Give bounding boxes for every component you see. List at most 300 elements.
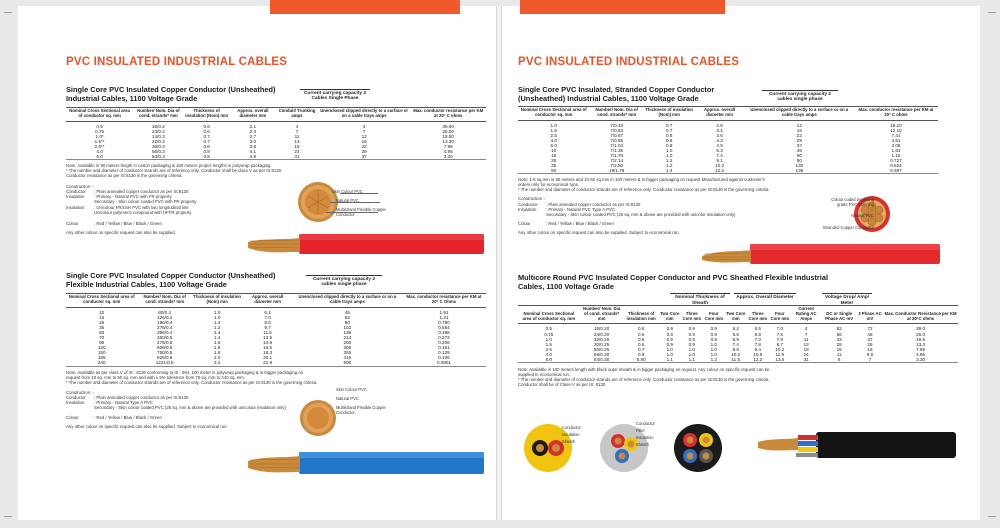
table-cell: 0.5 [545, 326, 552, 332]
top-tab-right [520, 0, 725, 14]
callout-label: Conductor [562, 425, 581, 430]
column-header: Conduit/ Trunking amps [276, 108, 318, 121]
table-cell: 4.9 [716, 142, 723, 148]
table-cell: 1.21 [439, 314, 449, 320]
stranded-red-cable-image [692, 192, 942, 272]
table-cell: 2.0 [213, 355, 221, 361]
table-cell: 0.7 [203, 138, 210, 144]
table-cell: 26.0 [916, 331, 926, 337]
table-cell: 7 [868, 356, 872, 362]
table-cell: 11.5 [263, 329, 272, 335]
table-cell: 1.5** [94, 138, 105, 144]
table-cell: 1.0 [688, 346, 695, 352]
table-cell: 35 [551, 163, 557, 169]
column-header: Number/ Nom. Dia of cond. strands* mm [589, 107, 644, 120]
table-cell: 608/0.5 [157, 345, 173, 351]
table-cell: 10.3 [715, 163, 725, 169]
table-cell: 7/0.53 [610, 127, 624, 133]
callout-label: Insulation [562, 432, 580, 437]
table-body [518, 324, 958, 363]
table-cell: 7.8 [754, 341, 761, 347]
column-header: Unenclosed clipped directly to a surface or on a cable trays amps [745, 107, 854, 120]
table-cell: 0.106 [438, 355, 450, 361]
notes-block [518, 367, 958, 387]
table-header-row [518, 107, 938, 120]
table-cell: 500 [343, 360, 352, 366]
table-cell: 25 [99, 319, 105, 325]
table-cell: 50 [551, 168, 557, 174]
section-title: Multicore Round PVC Insulated Copper Conductor and PVC Sheathed Flexible Industrial Cables, 1100 Voltage Grade [518, 273, 829, 291]
table-cell: 29 [836, 341, 842, 347]
note-line: * The number and diameter of conductor strands are of reference only. Conductor resistance as per IS:8130 is the governing criteria. [518, 377, 770, 383]
table-cell: 0.9 [710, 336, 717, 342]
table-cell: 16/0.20 [593, 326, 610, 332]
table-cell: 7.0 [264, 314, 271, 320]
table-cell: 1.2 [665, 163, 673, 169]
table-cell: 14/0.3 [151, 133, 165, 139]
table-cell: 475/0.5 [157, 340, 173, 346]
table-row [518, 120, 938, 128]
table-cell: 1.0 [710, 351, 717, 357]
table-cell: 43 [836, 336, 842, 342]
table-cell: 1.0 [665, 147, 673, 153]
column-header: Two Core mm [725, 306, 747, 324]
table-cell: 56 [836, 331, 842, 337]
colour-label: Colour [518, 220, 531, 226]
table-cell: 16 [867, 346, 873, 352]
table-cell: 7.0 [776, 326, 783, 332]
table-cell: 1.8 [213, 350, 221, 356]
table-cell: 13.5 [263, 334, 273, 340]
table-cell: 6.9 [732, 336, 739, 342]
colour-note: Any other colour on specific request can also be supplied. Subject to economical run. [518, 229, 680, 235]
table-cell: 0.8 [665, 132, 673, 138]
table-cell: 0.161 [438, 345, 450, 351]
column-header: Approx. overall diameter mm [230, 108, 276, 121]
table-cell: 1.0 [665, 153, 673, 159]
table-cell: 8 [837, 356, 841, 362]
column-header: Thickness of insulation mm [624, 306, 659, 324]
table-cell: 0.9 [688, 341, 695, 347]
table-cell: 16 [361, 138, 367, 144]
table-cell: 4.0 [545, 351, 552, 357]
callout-label: Natural PVC [336, 198, 359, 203]
table-cell: 83 [836, 326, 842, 332]
column-header: Max. conductor resistance per KM at 20° C ohms [410, 108, 486, 121]
table-cell: 18 [803, 346, 809, 352]
table-cell: 20.1 [263, 355, 273, 361]
callout-label: Stranded Copper Conductor [822, 225, 874, 230]
column-header: Three Core mm [681, 306, 703, 324]
column-header: Four Core mm [769, 306, 791, 324]
construction-label: Insulation [66, 399, 85, 405]
construction-label: Insulation [66, 194, 85, 200]
colour-value: : Red / Yellow / Blue / Black / Green [546, 220, 614, 226]
table-cell: 260 [343, 340, 352, 346]
table-cell: 10.9 [753, 351, 763, 357]
group-heading: Approx. Overall Diameter [734, 293, 796, 300]
crop-mark [988, 516, 996, 517]
table-cell: 22 [361, 143, 367, 149]
table-cell: 1.6 [213, 340, 221, 346]
callout-label: Skin Colour PVC [336, 387, 367, 392]
page-title: PVC INSULATED INDUSTRIAL CABLES [518, 56, 740, 68]
table-cell: 60 [796, 153, 802, 159]
table-cell: 11.9 [775, 351, 785, 357]
table-cell: 84/0.30 [593, 356, 610, 362]
table-cell: 3.6 [716, 132, 723, 138]
spec-table [518, 106, 938, 174]
note-line: supplied in economical run. [518, 372, 571, 378]
table-cell: 90 [796, 158, 802, 164]
column-header: Nominal Cross Sectional area of conductor sq. mm [518, 107, 589, 120]
table-cell: 11 [836, 351, 842, 357]
table-cell: 2.2 [213, 360, 221, 366]
table-cell: 16/0.2 [151, 123, 165, 129]
table-cell: 6.6 [732, 331, 739, 337]
table-cell: 11.5 [731, 356, 741, 362]
table-cell: 19/1.78 [609, 168, 625, 174]
table-cell: 80 [344, 319, 350, 325]
table-cell: 138 [343, 329, 352, 335]
table-cell: 24/0.20 [593, 331, 610, 337]
note-line: * The number and diameter of conductor strands are of reference only. Conductor shall be class V as per IS:8130. [66, 168, 283, 174]
table-cell: 0.6 [637, 341, 645, 347]
table-cell: 6.9 [754, 331, 761, 337]
table-cell: 12.2 [715, 168, 725, 174]
table-cell: 3.08 [891, 142, 901, 148]
table-cell: 3.30 [443, 154, 453, 160]
table-cell: 31 [803, 356, 809, 362]
table-cell: 7.98 [916, 346, 926, 352]
column-header: Four Core mm [703, 306, 725, 324]
table-cell: 10 [551, 147, 557, 153]
table-cell: 0.6 [637, 336, 645, 342]
table-cell: 3.0 [249, 138, 257, 144]
table-cell: 1.4 [213, 329, 221, 335]
table-cell: 214 [343, 334, 352, 340]
table-cell: 3.8 [249, 143, 257, 149]
top-tab-left [270, 0, 460, 14]
table-cell: 30/0.25 [593, 341, 610, 347]
table-cell: 0.8 [203, 148, 210, 154]
table-cell: 18 [836, 346, 842, 352]
table-cell: 2.5** [94, 143, 105, 149]
table-header-row [66, 108, 486, 121]
table-cell: 24 [803, 351, 809, 357]
table-cell: 84/0.3 [151, 154, 165, 160]
construction-text: : Plain annealed copper conductor as per IS:8130 [546, 201, 641, 207]
table-cell: 25 [551, 158, 557, 164]
table-cell: 9.1 [716, 158, 723, 164]
table-cell: 0.780 [438, 319, 450, 325]
table-cell: 305 [343, 345, 352, 351]
table-cell: 7.3 [754, 336, 761, 342]
table-cell: 1.0 [213, 314, 221, 320]
table-cell: 13 [294, 138, 300, 144]
table-cell: 120 [97, 345, 106, 351]
callout-label: Natural PVC [336, 396, 359, 401]
table-cell: 9.7 [264, 324, 271, 330]
crop-mark [4, 12, 12, 13]
table-cell: 0.129 [438, 350, 450, 356]
column-header: Max. Conductor Resistance per KM at 20°C ohms [883, 306, 958, 324]
current-capacity-heading: Current carrying capacity 2 cables single phase [762, 90, 838, 103]
table-cell: 39.00 [442, 123, 454, 129]
table-cell: 16.6 [263, 345, 273, 351]
notes-block [518, 177, 818, 192]
construction-text: : Plain annealed copper conductor as per IS:8130 [94, 394, 189, 400]
column-header: Thickness of insulation (Nom) mm [184, 108, 230, 121]
note-line: Conductor resistance as per IS:8130 is the governing criteria. [66, 173, 183, 179]
column-header: Unenclosed clipped directly to a surface or on a cable trays amps [293, 294, 402, 307]
table-cell: 1221/0.5 [155, 360, 174, 366]
table-cell: 0.6 [637, 326, 645, 332]
table-cell: 2.5 [550, 132, 557, 138]
section-multicore-sheathed [518, 274, 958, 387]
table-cell: 7 [804, 331, 808, 337]
callout-label: Natural PVC [851, 213, 874, 218]
table-cell: 80/0.4 [158, 309, 172, 315]
table-cell: 1.2 [213, 319, 221, 325]
table-cell: 0.387 [890, 168, 902, 174]
table-header-row [66, 294, 486, 307]
table-cell: 56/0.3 [151, 148, 165, 154]
table-cell: 130 [795, 163, 804, 169]
table-cell: 10.2 [731, 351, 741, 357]
table-cell: 50 [99, 329, 105, 335]
table-cell: 8.6 [732, 346, 739, 352]
table-cell: 1.0 [710, 341, 717, 347]
table-row [66, 360, 486, 366]
table-cell: 6.2 [732, 326, 739, 332]
construction-text: : Primary - Natural PVC Type A PVC [546, 206, 615, 212]
table-cell: 13 [803, 341, 809, 347]
table-cell: 1.2 [665, 158, 673, 164]
table-cell: 4.95 [916, 351, 926, 357]
table-cell: 32/0.20 [593, 336, 610, 342]
note-line: Note: Available as per class V of IS : 8130 conforming to IS : 694. 100 meter in polywrap packaging & in bigger packaging on [66, 369, 304, 375]
table-cell: 37 [361, 154, 367, 160]
table-cell: 7.9 [776, 336, 783, 342]
table-cell: 31 [294, 154, 300, 160]
table-cell: 1.4 [665, 168, 673, 174]
note-line: Note: Available in 100 meters length with black outer sheath & in bigger packaging on request. Any colour on specific request can be [518, 367, 770, 373]
table-cell: 1.0 [666, 351, 673, 357]
column-header: Nominal Cross Sectional area of conductor sq. mm [66, 294, 137, 307]
spec-table [66, 107, 486, 160]
table-cell: 8.7 [776, 341, 783, 347]
table-cell: 7.5 [776, 331, 783, 337]
table-cell: 62 [344, 314, 350, 320]
table-cell: 4.3 [716, 137, 723, 143]
table-cell: 8.6 [264, 319, 271, 325]
notes-block [66, 370, 486, 385]
right-page [502, 6, 980, 520]
construction-text: : Primary - Natural PVC with FR property [94, 194, 172, 200]
colour-note: Any other colour on specific request can also be supplied. [66, 229, 176, 235]
section-title: Single Core PVC Insulated Copper Conductor (Unsheathed) Industrial Cables, 1100 Voltage Grade [66, 85, 276, 103]
construction-label: Insulation [66, 204, 85, 210]
table-cell: 1.83 [891, 147, 901, 153]
table-cell: 0.80 [636, 356, 646, 362]
table-cell: 37 [796, 142, 802, 148]
table-cell: 2.7 [249, 133, 257, 139]
table-cell: 6.3 [716, 147, 723, 153]
note-line: Note: 1-6 sq.mm in 90 meters and 10-50 sq.mm in 100 meters & in bigger packaging on request Manufactured against customer's [518, 177, 765, 183]
table-cell: 0.7 [665, 122, 673, 128]
table-cell: 6.0 [550, 142, 557, 148]
table-cell: 1.91 [439, 309, 449, 315]
callout-label: Skin Colour PVC [332, 189, 363, 194]
table-cell: 0.8 [665, 137, 673, 143]
table-cell: 36/0.3 [151, 143, 165, 149]
table-cell: 0.9 [666, 341, 673, 347]
table-cell: 150 [97, 350, 106, 356]
table-cell: 7/1.70 [610, 153, 624, 159]
construction-label: Conductor [66, 189, 86, 195]
table-cell: 4.0 [96, 148, 103, 154]
table-cell: 7/1.04 [610, 142, 624, 148]
construction-label: Insulation [518, 206, 537, 212]
column-header: Nominal Cross Sectional area of conductor sq. mm [518, 306, 580, 324]
table-cell: 1.2 [710, 356, 717, 362]
note-line: Note: Available in 90 meters length in carton packaging & 180 meters project lengths in polywrap packaging. [66, 163, 272, 169]
table-cell: 22 [796, 132, 802, 138]
table-cell: 0.75 [544, 331, 554, 337]
table-cell: 9.6 [866, 351, 874, 357]
table-cell: 1.0* [95, 133, 104, 139]
table-cell: 11 [803, 336, 809, 342]
table-cell: 7 [362, 128, 366, 134]
construction-text: : Plain annealed copper conductor as per IS:8130 [94, 189, 189, 195]
table-cell: 14.9 [263, 340, 273, 346]
table-cell: 0.6 [203, 123, 210, 129]
construction-text: Secondary - Skin colour coated PVC (25 sq. mm & above are provided with unicolour insulation only) [94, 404, 286, 410]
table-cell: 0.8 [665, 142, 673, 148]
table-cell: 0.75 [95, 128, 105, 134]
table-cell: 1.2 [213, 324, 221, 330]
table-cell: 0.5 [96, 123, 103, 129]
colour-note: Any other colour on specific request can also be supplied. Subject to economical run. [66, 423, 228, 429]
table-cell: 0.9 [666, 326, 673, 332]
table-cell: 6.0 [545, 356, 552, 362]
table-cell: 25 [867, 341, 873, 347]
crop-mark [988, 12, 996, 13]
table-cell: 7.4 [732, 341, 739, 347]
table-cell: 9.4 [754, 346, 761, 352]
column-header: Three Core mm [747, 306, 769, 324]
table-body [518, 120, 938, 174]
table-cell: 276/0.4 [157, 324, 173, 330]
table-cell: 355 [343, 350, 352, 356]
construction-block [66, 184, 266, 215]
column-header: Max. conductor resistance per KM at 20° C ohms [854, 107, 938, 120]
table-cell: 16 [796, 127, 802, 133]
sheathed-cable-side [758, 432, 956, 458]
table-cell: 37 [867, 336, 873, 342]
table-header-row [518, 306, 958, 324]
table-cell: 4.8 [249, 154, 257, 160]
table-cell: 7/0.67 [610, 132, 624, 138]
table-cell: 0.554 [438, 324, 450, 330]
callout-label: Sheath [562, 439, 575, 444]
table-cell: 7.41 [891, 132, 901, 138]
table-cell: 1.15 [891, 153, 901, 159]
table-cell: 22/0.3 [151, 138, 165, 144]
table-cell: 1.0 [213, 309, 221, 315]
column-header: 3 Phase AC mV [857, 306, 883, 324]
table-cell: 0.7 [665, 127, 673, 133]
table-body [66, 121, 486, 160]
table-cell: 1.0 [710, 346, 717, 352]
table-cell: 1.5 [545, 341, 552, 347]
column-header: Number/ Nom. Dia of cond. strands* mm [580, 306, 624, 324]
table-cell: 13.30 [442, 138, 454, 144]
table-cell: 4 [295, 123, 299, 129]
table-cell: 0.7 [203, 133, 210, 139]
column-header: Two Core mm [659, 306, 681, 324]
table-cell: 0.7 [637, 346, 645, 352]
colour-value: : Red / Yellow / Blue / Black / Green [94, 414, 162, 420]
group-heading-row [518, 293, 958, 306]
table-cell: 35 [99, 324, 105, 330]
table-cell: 72 [867, 326, 873, 332]
table-cell: 1.0 [688, 351, 695, 357]
table-cell: 126/0.4 [157, 314, 173, 320]
table-cell: 750/0.5 [157, 350, 173, 356]
table-cell: 29 [361, 148, 367, 154]
column-header: Thickness of insulation (Nom) mm [192, 294, 242, 307]
table-cell: 415 [343, 355, 352, 361]
table-cell: 46 [796, 147, 802, 153]
construction-heading: Construction :- [66, 389, 94, 395]
construction-text: : Unicolour FR/LSH PVC with two longitudinal line [94, 204, 189, 210]
callout-label: Filler [636, 428, 645, 433]
table-cell: 0.6 [637, 331, 645, 337]
table-cell: 0.0801 [436, 360, 451, 366]
table-cell: 6.5 [754, 326, 761, 332]
column-header: Approx. overall diameter mm [694, 107, 744, 120]
table-cell: 1.1 [688, 356, 695, 362]
note-line: Conductor shall be of Class-V as per IS: 8130 [518, 382, 606, 388]
note-line: * The number and diameter of conductor strands are of reference only. Conductor resistance as per IS:8130 is the governing criteria. [518, 187, 770, 193]
table-cell: 0.9 [666, 331, 673, 337]
table-cell: 16 [551, 153, 557, 159]
table-cell: 3.30 [916, 356, 926, 362]
section-title: Single Core PVC Insulated, Stranded Copper Conductor (Unsheathed) Industrial Cables, 1100 Voltage Grade [518, 85, 715, 103]
table-cell: 0.9 [710, 331, 717, 337]
table-cell: 10 [99, 309, 105, 315]
table-cell: 12 [361, 133, 367, 139]
left-page [18, 6, 496, 520]
page-title: PVC INSULATED INDUSTRIAL CABLES [66, 56, 288, 68]
table-cell: 0.8 [203, 154, 210, 160]
construction-heading: Construction :- [518, 196, 546, 202]
table-cell: 0.9 [710, 326, 717, 332]
table-cell: 18.50 [442, 133, 454, 139]
table-cell: 29 [796, 137, 802, 143]
table-cell: 102 [343, 324, 352, 330]
table-cell: 0.727 [890, 158, 902, 164]
table-cell: 7/1.35 [610, 147, 624, 153]
spec-table [66, 293, 486, 366]
table-cell: 7/0.85 [610, 137, 624, 143]
callout-label: Conductor [636, 421, 655, 426]
column-header: Number/ Nom. Dia of cond. strands* mm [133, 108, 183, 121]
spec-table [518, 305, 958, 363]
table-cell: 0.9 [688, 326, 695, 332]
